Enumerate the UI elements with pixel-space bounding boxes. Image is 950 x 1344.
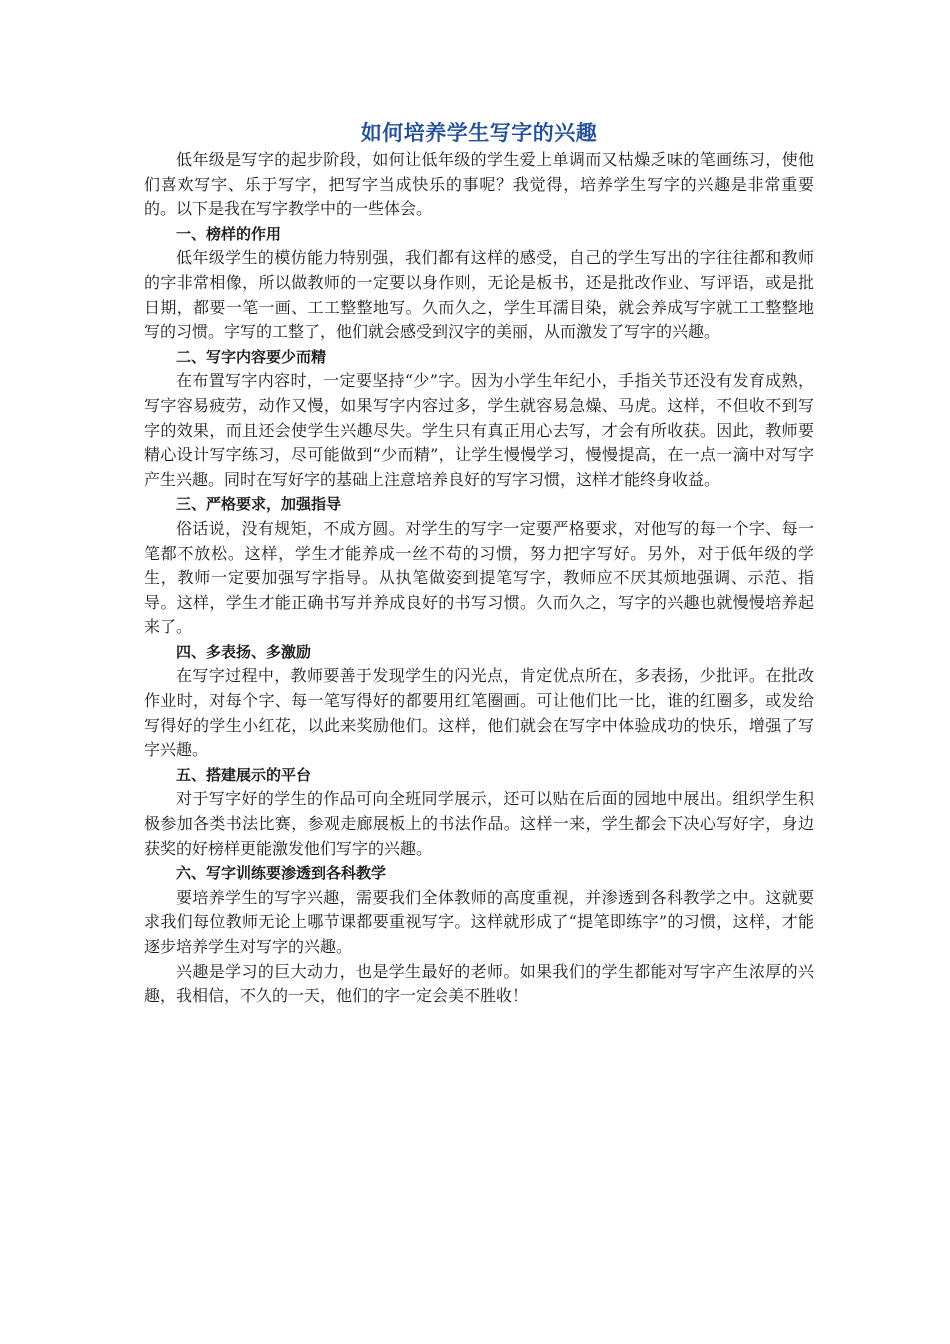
section-heading: 一、榜样的作用 bbox=[176, 224, 282, 243]
section-body: 低年级学生的模仿能力特别强，我们都有这样的感受，自己的学生写出的字往往都和教师的字非常相像，所以做教师的一定要以身作则，无论是板书，还是批改作业、写评语，或是批日期，都要一笔一画、工工整整地写。久而久之，学生耳濡目染，就会养成写字就工工整整地写的习惯。字写的工整了，他们就会感受到汉字的美丽，从而激发了写字的兴趣。 bbox=[144, 248, 814, 342]
document-page bbox=[144, 118, 814, 1009]
section-heading: 六、写字训练要渗透到各科教学 bbox=[176, 864, 387, 883]
section-heading: 四、多表扬、多激励 bbox=[176, 642, 312, 661]
section-heading: 三、严格要求，加强指导 bbox=[176, 495, 342, 514]
section-body: 在布置写字内容时，一定要坚持“少”字。因为小学生年纪小，手指关节还没有发育成熟，写字容易疲劳，动作又慢，如果写字内容过多，学生就容易急燥、马虎。这样，不但收不到写字的效果，而且还会使学生兴趣尽失。学生只有真正用心去写，才会有所收获。因此，教师要精心设计写字练习，尽可能做到“少而精”，让学生慢慢学习，慢慢提高，在一点一滴中对写字产生兴趣。同时在写好字的基础上注意培养良好的写字习惯，这样才能终身收益。 bbox=[144, 371, 814, 489]
intro-paragraph: 低年级是写字的起步阶段，如何让低年级的学生爱上单调而又枯燥乏味的笔画练习，使他们喜欢写字、乐于写字，把写字当成快乐的事呢？我觉得，培养学生写字的兴趣是非常重要的。以下是我在写字教学中的一些体会。 bbox=[144, 150, 814, 219]
section-6 bbox=[144, 861, 814, 959]
section-1 bbox=[144, 222, 814, 345]
conclusion-paragraph: 兴趣是学习的巨大动力，也是学生最好的老师。如果我们的学生都能对写字产生浓厚的兴趣，我相信，不久的一天，他们的字一定会美不胜收！ bbox=[144, 961, 814, 1006]
section-body: 对于写字好的学生的作品可向全班同学展示，还可以贴在后面的园地中展出。组织学生积极参加各类书法比赛，参观走廊展板上的书法作品。这样一来，学生都会下决心写好字，身边获奖的好榜样更能激发他们写字的兴趣。 bbox=[144, 789, 814, 858]
section-5 bbox=[144, 763, 814, 861]
section-heading: 二、写字内容要少而精 bbox=[176, 347, 327, 366]
section-4 bbox=[144, 640, 814, 763]
section-body: 要培养学生的写字兴趣，需要我们全体教师的高度重视，并渗透到各科教学之中。这就要求我们每位教师无论上哪节课都要重视写字。这样就形成了“提笔即练字”的习惯，这样，才能逐步培养学生对写字的兴趣。 bbox=[144, 887, 814, 956]
section-body: 俗话说，没有规矩，不成方圆。对学生的写字一定要严格要求，对他写的每一个字、每一笔都不放松。这样，学生才能养成一丝不苟的习惯，努力把字写好。另外，对于低年级的学生，教师一定要加强写字指导。从执笔做姿到提笔写字，教师应不厌其烦地强调、示范、指导。这样，学生才能正确书写并养成良好的书写习惯。久而久之，写字的兴趣也就慢慢培养起来了。 bbox=[144, 518, 814, 637]
section-body: 在写字过程中，教师要善于发现学生的闪光点，肯定优点所在，多表扬，少批评。在批改作业时，对每个字、每一笔写得好的都要用红笔圈画。可让他们比一比，谁的红圈多，或发给写得好的学生小红花，以此来奖励他们。这样，他们就会在写字中体验成功的快乐，增强了写字兴趣。 bbox=[144, 666, 814, 760]
section-heading: 五、搭建展示的平台 bbox=[176, 765, 312, 784]
document-title: 如何培养学生写字的兴趣 bbox=[360, 121, 598, 145]
section-3 bbox=[144, 492, 814, 640]
section-2 bbox=[144, 345, 814, 493]
